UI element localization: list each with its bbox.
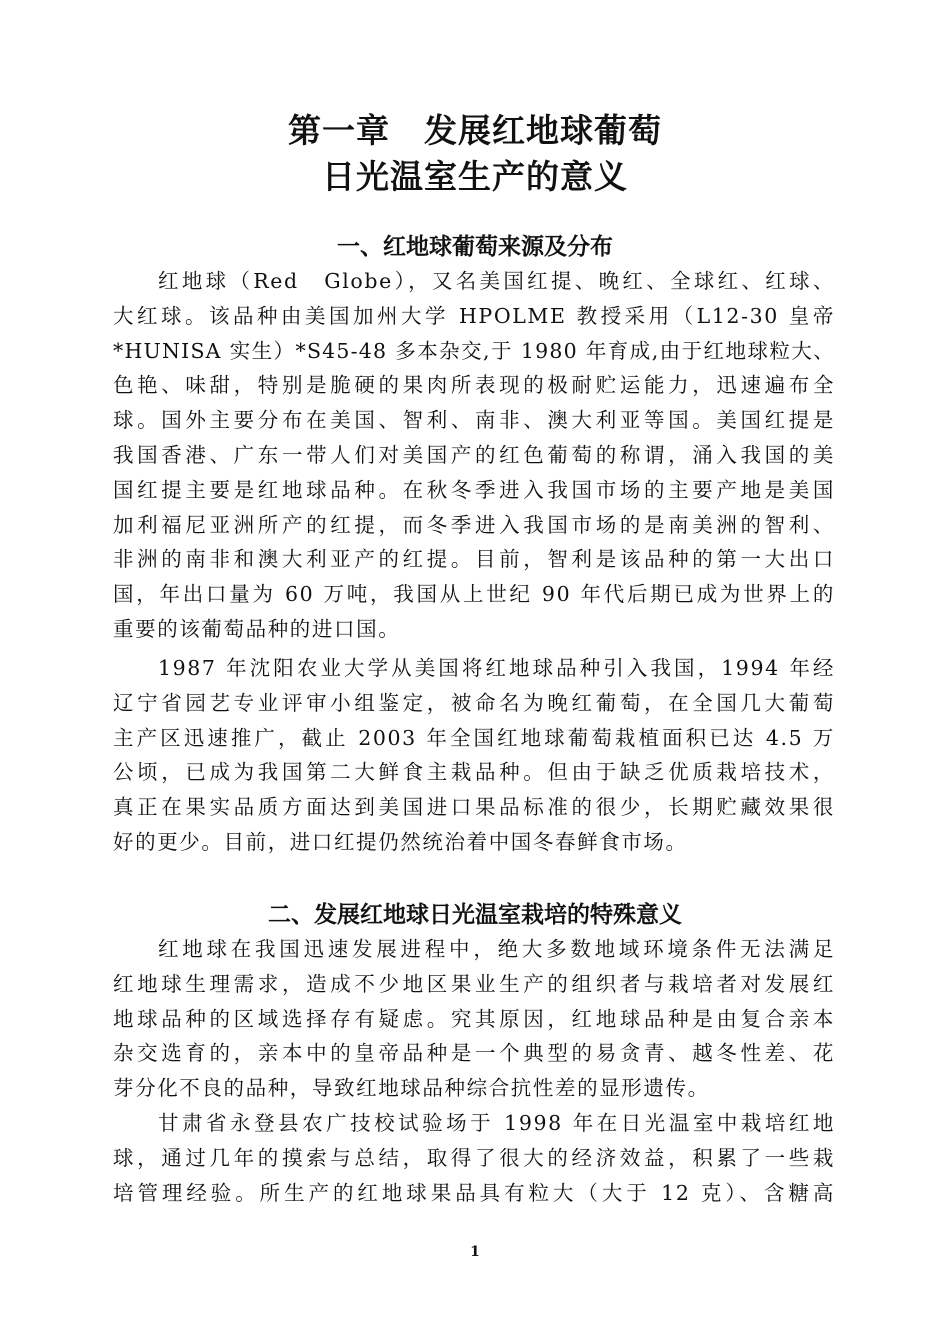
text-line: 公顷，已成为我国第二大鲜食主栽品种。但由于缺乏优质栽培技术， (113, 760, 835, 785)
text-line: 辽宁省园艺专业评审小组鉴定，被命名为晚红葡萄，在全国几大葡萄 (113, 690, 835, 715)
section-2-paragraph-2 (113, 1106, 835, 1210)
text-line: 非洲的南非和澳大利亚产的红提。目前，智利是该品种的第一大出口 (113, 547, 835, 572)
section-1-heading: 一、红地球葡萄来源及分布 (337, 234, 613, 260)
text-line: 培管理经验。所生产的红地球果品具有粒大（大于 12 克）、含糖高 (113, 1180, 835, 1205)
text-line: 重要的该葡萄品种的进口国。 (113, 616, 401, 641)
text-line: 我国香港、广东一带人们对美国产的红色葡萄的称谓，涌入我国的美 (113, 442, 835, 467)
text-line: *HUNISA 实生）*S45-48 多本杂交,于 1980 年育成,由于红地球粒大、 (113, 338, 835, 363)
text-line: 红地球生理需求，造成不少地区果业生产的组织者与栽培者对发展红 (113, 971, 835, 996)
text-line: 加利福尼亚洲所产的红提，而冬季进入我国市场的是南美洲的智利、 (113, 512, 835, 537)
text-line: 芽分化不良的品种，导致红地球品种综合抗性差的显形遗传。 (113, 1076, 710, 1101)
text-line: 红地球在我国迅速发展进程中，绝大多数地域环境条件无法满足 (158, 937, 835, 961)
section-2-heading: 二、发展红地球日光温室栽培的特殊意义 (268, 902, 682, 928)
text-line: 1987 年沈阳农业大学从美国将红地球品种引入我国，1994 年经 (158, 656, 835, 680)
chapter-title-line-2: 日光温室生产的意义 (322, 157, 628, 196)
text-line: 地球品种的区域选择存有疑虑。究其原因，红地球品种是由复合亲本 (113, 1006, 835, 1031)
text-line: 红地球（Red Globe），又名美国红提、晚红、全球红、红球、 (158, 269, 835, 293)
page-number: 1 (470, 1244, 480, 1260)
chapter-title-line-1: 第一章 发展红地球葡萄 (288, 111, 662, 150)
text-line: 大红球。该品种由美国加州大学 HPOLME 教授采用（L12-30 皇帝 (113, 303, 835, 328)
text-line: 好的更少。目前，进口红提仍然统治着中国冬春鲜食市场。 (113, 829, 688, 854)
chapter-title (0, 108, 950, 200)
text-line: 球。国外主要分布在美国、智利、南非、澳大利亚等国。美国红提是 (113, 408, 835, 433)
text-line: 球，通过几年的摸索与总结，取得了很大的经济效益，积累了一些栽 (113, 1145, 835, 1170)
text-line: 色艳、味甜，特别是脆硬的果肉所表现的极耐贮运能力，迅速遍布全 (113, 373, 835, 398)
text-line: 国，年出口量为 60 万吨，我国从上世纪 90 年代后期已成为世界上的 (113, 582, 835, 607)
text-line: 杂交选育的，亲本中的皇帝品种是一个典型的易贪青、越冬性差、花 (113, 1041, 835, 1066)
text-line: 主产区迅速推广，截止 2003 年全国红地球葡萄栽植面积已达 4.5 万 (113, 725, 835, 750)
text-line: 国红提主要是红地球品种。在秋冬季进入我国市场的主要产地是美国 (113, 477, 835, 502)
section-1-paragraph-2 (113, 651, 835, 860)
text-line: 真正在果实品质方面达到美国进口果品标准的很少，长期贮藏效果很 (113, 795, 835, 820)
section-2-paragraph-1 (113, 932, 835, 1106)
section-1-paragraph-1 (113, 264, 835, 647)
text-line: 甘肃省永登县农广技校试验场于 1998 年在日光温室中栽培红地 (158, 1111, 835, 1135)
